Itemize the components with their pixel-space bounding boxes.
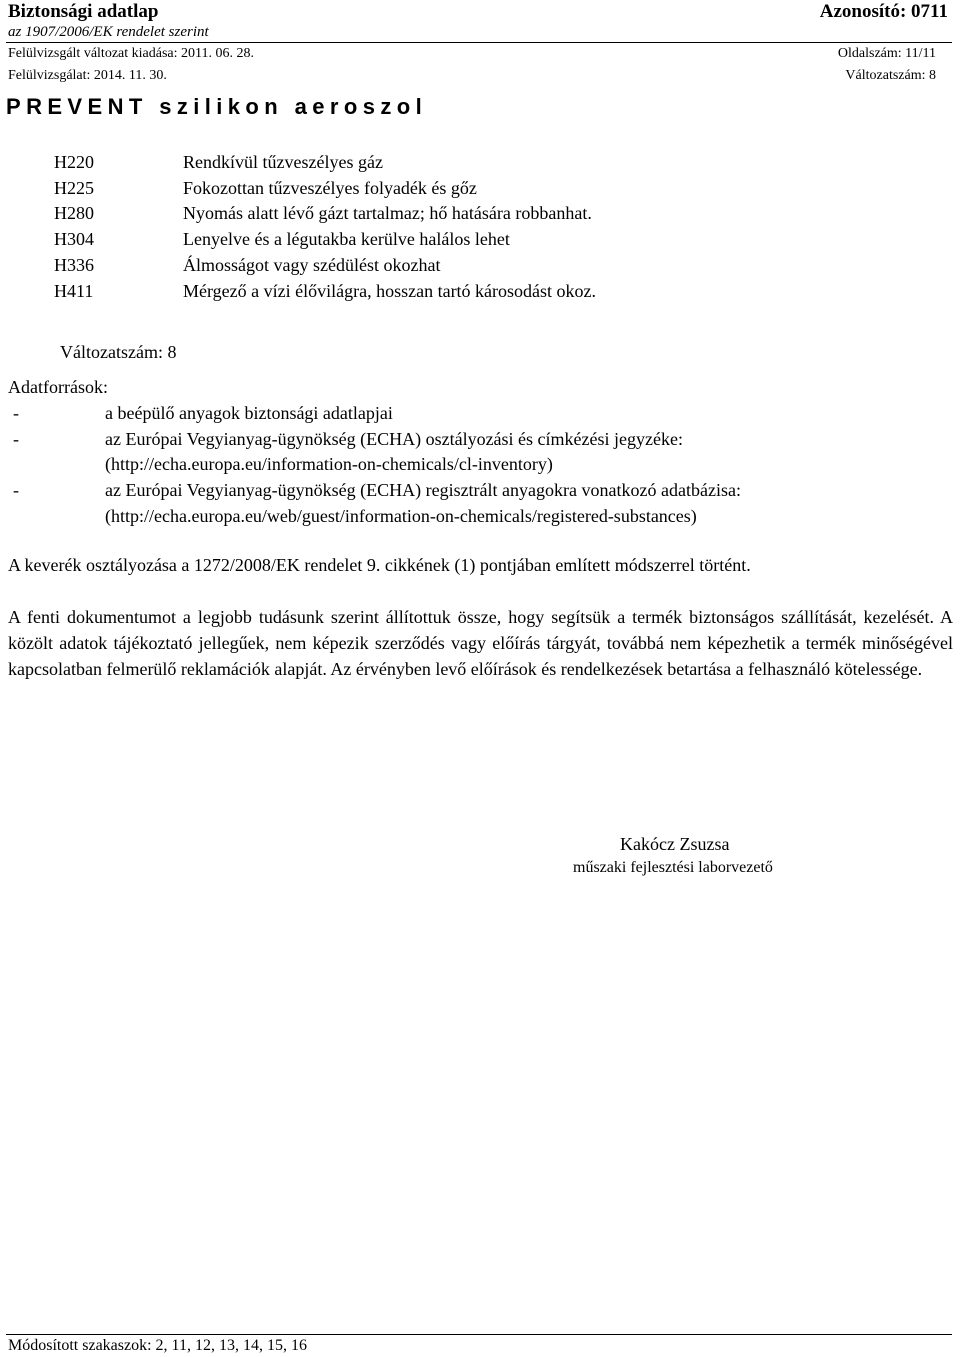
hazard-statement (54, 253, 596, 279)
hazard-code: H225 (54, 177, 94, 198)
hazard-text: Nyomás alatt lévő gázt tartalmaz; hő hatására robbanhat. (183, 203, 592, 224)
data-sources-label: Adatforrások: (8, 377, 108, 397)
hazard-statement (54, 150, 596, 176)
hazard-text: Fokozottan tűzveszélyes folyadék és gőz (183, 177, 477, 198)
hazard-statement (54, 176, 596, 202)
document-identifier: Azonosító: 0711 (819, 1, 948, 22)
hazard-text: Mérgező a vízi élővilágra, hosszan tartó károsodást okoz. (183, 280, 597, 301)
regulation-subtitle: az 1907/2006/EK rendelet szerint (8, 24, 209, 40)
hazard-statement (54, 227, 596, 253)
source-item (8, 401, 741, 427)
bullet-dash: - (13, 428, 19, 449)
source-text: a beépülő anyagok biztonsági adatlapjai (105, 402, 393, 423)
hazard-code: H411 (54, 280, 94, 301)
version-number: Változatszám: 8 (845, 68, 936, 83)
classification-statement: A keverék osztályozása a 1272/2008/EK rendelet 9. cikkének (1) pontjában említett módszerrel történt. (8, 555, 751, 575)
signatory-name: Kakócz Zsuzsa (620, 834, 730, 854)
bullet-dash: - (13, 480, 19, 501)
hazard-text: Rendkívül tűzveszélyes gáz (183, 152, 383, 172)
data-sources (8, 375, 741, 530)
source-text: az Európai Vegyianyag-ügynökség (ECHA) osztályozási és címkézési jegyzéke: (105, 428, 683, 449)
revision-date: Felülvizsgálat: 2014. 11. 30. (8, 68, 167, 83)
source-link: (http://echa.europa.eu/web/guest/information-on-chemicals/registered-substances) (105, 505, 697, 526)
hazard-statement-list (54, 150, 596, 304)
header-divider (6, 42, 952, 43)
version-note: Változatszám: 8 (60, 342, 177, 362)
hazard-code: H304 (54, 229, 94, 250)
revised-issue-date: Felülvizsgált változat kiadása: 2011. 06. 28. (8, 46, 254, 61)
disclaimer-paragraph: A fenti dokumentumot a legjobb tudásunk szerint állítottuk össze, hogy segítsük a termék biztonságos szállítását, kezelését. A közölt adatok tájékoztató jellegűek, nem képezik szerződés vagy előírás tárgyát, továbbá nem képezhetik a termék minőségével kapcsolatban felmerülő reklamációk alapját. Az érvényben levő előírások és rendelkezések betartása a felhasználó kötelessége. (8, 607, 953, 679)
product-name: PREVENT szilikon aeroszol (6, 94, 428, 119)
hazard-text: Lenyelve és a légutakba kerülve halálos lehet (183, 229, 510, 250)
source-item (8, 427, 741, 453)
hazard-text: Álmosságot vagy szédülést okozhat (183, 254, 441, 275)
page-number: Oldalszám: 11/11 (837, 46, 936, 61)
hazard-statement (54, 201, 596, 227)
source-text: az Európai Vegyianyag-ügynökség (ECHA) regisztrált anyagokra vonatkozó adatbázisa: (105, 480, 741, 501)
hazard-code: H280 (54, 203, 94, 224)
bullet-dash: - (13, 402, 19, 423)
source-link: (http://echa.europa.eu/information-on-chemicals/cl-inventory) (105, 454, 553, 475)
hazard-code: H220 (54, 152, 94, 172)
document-title: Biztonsági adatlap (8, 1, 159, 22)
modified-sections: Módosított szakaszok: 2, 11, 12, 13, 14, 15, 16 (8, 1337, 307, 1354)
hazard-code: H336 (54, 254, 94, 275)
footer-divider (6, 1334, 952, 1335)
hazard-statement (54, 279, 596, 305)
source-item (8, 478, 741, 504)
signatory-role: műszaki fejlesztési laborvezető (573, 859, 773, 876)
